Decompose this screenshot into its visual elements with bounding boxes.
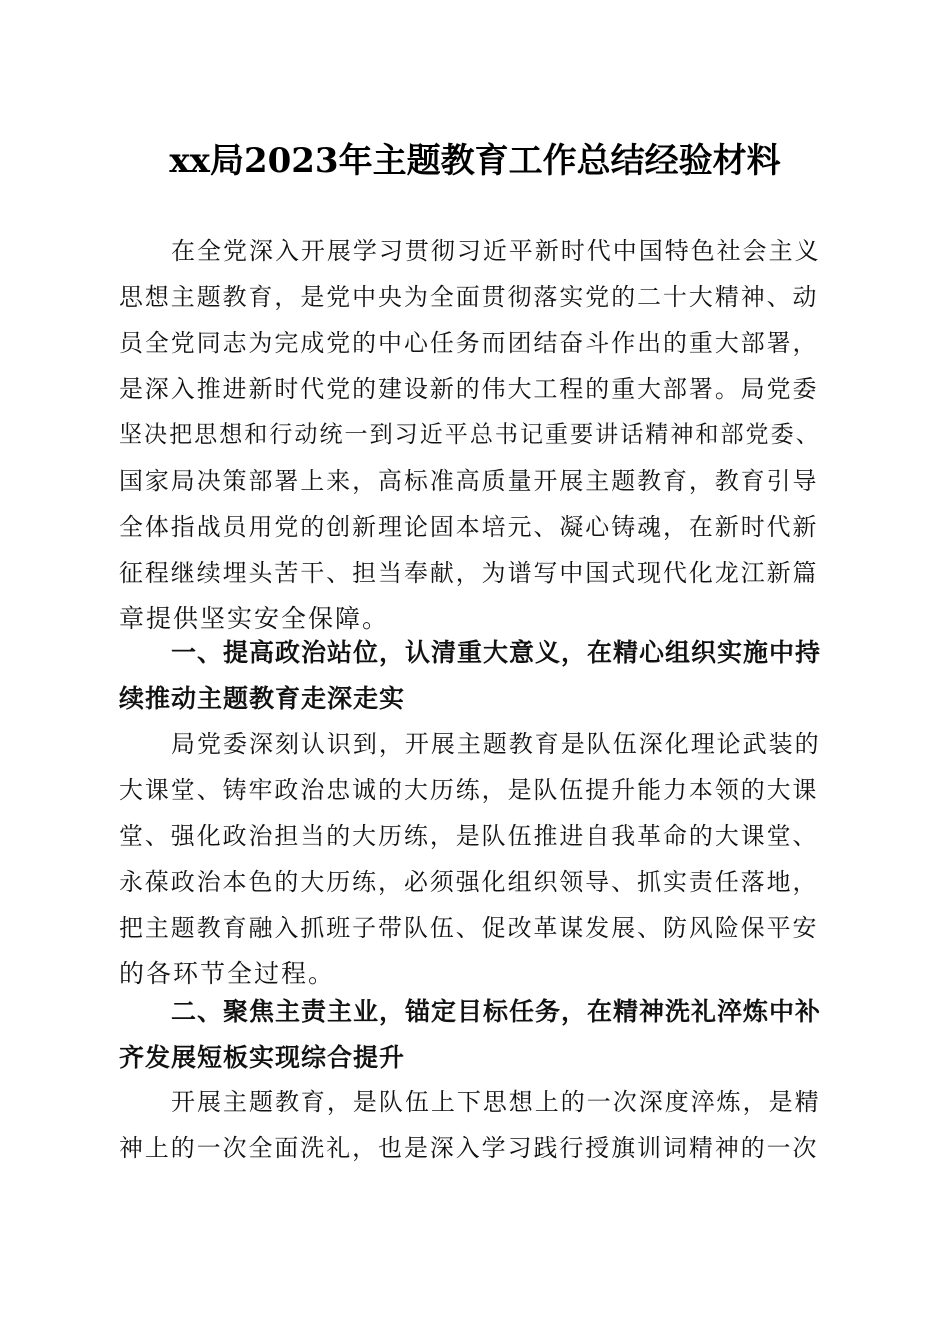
text-line: 员全党同志为完成党的中心任务而团结奋斗作出的重大部署， bbox=[119, 329, 819, 357]
section-heading-2 bbox=[119, 989, 831, 1081]
text-line: 章提供坚实安全保障。 bbox=[119, 604, 390, 633]
text-line: 堂、强化政治担当的大历练，是队伍推进自我革命的大课堂、 bbox=[119, 822, 819, 850]
text-line: 是深入推进新时代党的建设新的伟大工程的重大部署。局党委 bbox=[119, 375, 819, 403]
text-line: 永葆政治本色的大历练，必须强化组织领导、抓实责任落地， bbox=[119, 868, 819, 896]
text-line: 局党委深刻认识到，开展主题教育是队伍深化理论武装的 bbox=[171, 730, 821, 758]
heading-line: 续推动主题教育走深走实 bbox=[119, 684, 406, 713]
text-line: 神上的一次全面洗礼，也是深入学习践行授旗训词精神的一次 bbox=[119, 1134, 819, 1162]
text-line: 开展主题教育，是队伍上下思想上的一次深度淬炼，是精 bbox=[171, 1088, 821, 1116]
text-line: 思想主题教育，是党中央为全面贯彻落实党的二十大精神、动 bbox=[119, 283, 819, 311]
intro-paragraph bbox=[119, 228, 831, 642]
text-line: 在全党深入开展学习贯彻习近平新时代中国特色社会主义 bbox=[171, 237, 821, 265]
text-line: 国家局决策部署上来，高标准高质量开展主题教育，教育引导 bbox=[119, 467, 819, 495]
heading-line: 齐发展短板实现综合提升 bbox=[119, 1043, 406, 1072]
heading-line: 二、聚焦主责主业，锚定目标任务，在精神洗礼淬炼中补 bbox=[171, 997, 822, 1026]
document-title: xx局2023年主题教育工作总结经验材料 bbox=[169, 141, 781, 181]
text-line: 征程继续埋头苦干、担当奉献，为谱写中国式现代化龙江新篇 bbox=[119, 559, 819, 587]
text-line: 坚决把思想和行动统一到习近平总书记重要讲话精神和部党委、 bbox=[119, 422, 821, 448]
text-line: 把主题教育融入抓班子带队伍、促改革谋发展、防风险保平安 bbox=[119, 914, 819, 942]
heading-line: 一、提高政治站位，认清重大意义，在精心组织实施中持 bbox=[171, 638, 822, 667]
text-line: 大课堂、铸牢政治忠诚的大历练，是队伍提升能力本领的大课 bbox=[119, 776, 819, 804]
section-heading-1 bbox=[119, 630, 831, 722]
text-line: 的各环节全过程。 bbox=[119, 959, 336, 988]
section-2-paragraph bbox=[119, 1079, 831, 1171]
text-line: 全体指战员用党的创新理论固本培元、凝心铸魂，在新时代新 bbox=[119, 513, 819, 541]
section-1-paragraph bbox=[119, 721, 831, 997]
